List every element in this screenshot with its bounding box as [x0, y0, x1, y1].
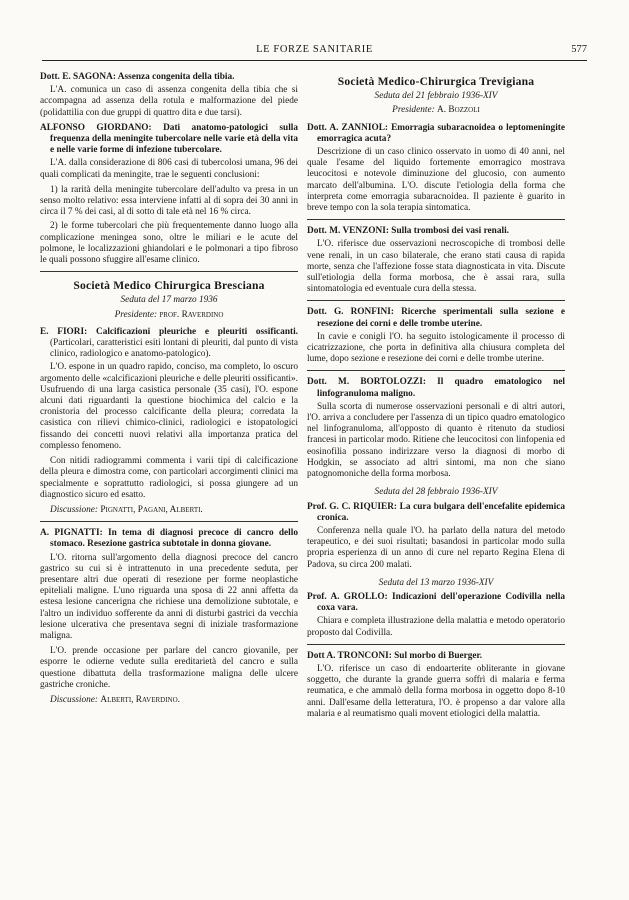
entry-body: L'A. dalla considerazione di 806 casi di tubercolosi umana, 96 dei quali complicati da meningite, trae le seguenti conclusioni:	[40, 158, 298, 180]
right-column	[307, 72, 565, 724]
entry-title: Emorragia subaracnoidea o leptomeningite emorragica acuta?	[317, 122, 565, 144]
president-line	[40, 310, 298, 321]
discussion-line	[40, 505, 298, 516]
entry-heading	[40, 327, 298, 361]
divider	[307, 219, 565, 220]
entry-title: In tema di diagnosi precoce di cancro dello stomaco. Resezione gastrica subtotale in donna giovane.	[50, 528, 298, 550]
entry-fiori	[40, 327, 298, 516]
entry-grollo	[307, 592, 565, 639]
entry-body: Sulla scorta di numerose osservazioni personali e di altri autori, l'O. arriva a concludere per l'assenza di un tipico quadro ematologico nel linfogranuloma, all'opposto di quanto è ritenuto da studiosi francesi in particolar modo. Ritiene che leucocitosi con linfopenia ed eosinofilia possano indirizzare verso la diagnosi di morbo di Hodgkin, se associato ad altri sintomi, ma non che siano patognomoniche della forma morbosa.	[307, 401, 565, 480]
entry-heading	[307, 307, 565, 329]
author-name: Dott. E. SAGONA:	[40, 72, 116, 82]
page-number: 577	[571, 44, 587, 55]
entry-body: Chiara e completa illustrazione della malattia e metodo operatorio proposto dal Codivilla.	[307, 616, 565, 638]
entry-body: Descrizione di un caso clinico osservato in uomo di 40 anni, nel quale l'esame del liquido fortemente emorragico mostrava leucocitosi e notevole diminuzione del glucosio, con aumento marcato dell'albumina. L'O. discute l'etiologia della forma che interpreta come emorragia subaracnoidea. Il paziente è guarito in breve tempo con la sola terapia sintomatica.	[307, 147, 565, 214]
entry-title: Calcificazioni pleuriche e pleuriti ossificanti.	[95, 326, 299, 337]
session-date: Seduta del 13 marzo 1936-XIV	[378, 577, 494, 588]
session-date: Seduta del 28 febbraio 1936-XIV	[374, 487, 498, 498]
author-name: Dott. G. RONFINI:	[307, 307, 394, 318]
entry-heading	[307, 592, 565, 614]
divider	[40, 271, 298, 272]
left-column	[40, 72, 298, 710]
entry-body: In cavie e conigli l'O. ha seguito istologicamente il processo di cicatrizzazione, che porta in definitiva alla chiusura completa del lume, dopo sezione e resezione dei corni e delle trombe uterine.	[307, 331, 565, 365]
entry-title: Assenza congenita della tibia.	[117, 72, 235, 82]
entry-subtitle: (Particolari, caratteristici esiti lontani di pleuriti, dal punto di vista clinico, radiologico e anatomo-patologico).	[50, 338, 298, 360]
entry-title: Sulla trombosi dei vasi renali.	[391, 226, 509, 237]
discussion-names: Alberti, Raverdino.	[100, 694, 180, 705]
entry-giordano	[40, 123, 298, 266]
divider	[40, 521, 298, 522]
entry-heading	[307, 226, 565, 237]
discussion-label: Discussione:	[50, 504, 99, 515]
author-name: Prof. G. C. RIQUIER:	[307, 501, 398, 512]
entry-body: L'A. comunica un caso di assenza congenita della tibia che si accompagna ad assenza della rotula e malformazione del piede (polidattilia con due gruppi di quattro dita e due tarsi).	[40, 85, 298, 118]
author-name: Dott. M. BORTOLOZZI:	[307, 377, 426, 388]
entry-heading	[307, 651, 565, 662]
entry-body: L'O. espone in un quadro rapido, conciso, ma completo, lo oscuro argomento delle «calcificazioni pleuriche e delle pleuriti ossificanti». Usufruendo di una larga casistica personale (35 casi), l'O. espone alcuni dati riguardanti la questione biochimica del calcio e la cronistoria del processo calcificante della pleura; corredata la casistica con rilievi chimico-clinici, radiologici e istopatologici fissando dei concetti nuovi relativi alla importanza pratica del complesso fenomeno.	[40, 362, 298, 451]
entry-heading	[307, 377, 565, 399]
entry-zanniol	[307, 123, 565, 215]
entry-body: L'O. ritorna sull'argomento della diagnosi precoce del cancro gastrico su cui si è intrattenuto in una precedente seduta, per presentare altri due operati di resezione per forme neoplastiche epiteliali maligne. L'uno riguarda una sposa di 22 anni affetta da estesa lesione cancerigna che richiese una demolizione subtotale, e l'altro un individuo sofferente da anni di disturbi gastrici da vecchia lesione ulcerativa che presentava segni di iniziale trasformazione maligna.	[40, 552, 298, 641]
society-heading: Società Medico-Chirurgica Trevigiana	[337, 75, 535, 88]
conclusion-item: 2) le forme tubercolari che più frequentemente danno luogo alla complicazione meningea sono, oltre le miliari e le acute del polmone, le localizzazioni ghiandolari e le polmonari a tipo fibroso le quali possono sfuggire all'esame clinico.	[40, 221, 298, 266]
author-name: Dott. M. VENZONI:	[307, 226, 389, 237]
entry-heading	[40, 123, 298, 157]
conclusion-item: 1) la rarità della meningite tubercolare dell'adulto va presa in un senso molto relativo: essa interviene infatti al di sopra dei 30 anni in circa il 7 % dei casi, al di sotto di tale età nel 16 % circa.	[40, 184, 298, 218]
president-label: Presidente:	[392, 105, 435, 116]
entry-ronfini	[307, 307, 565, 365]
journal-title: LE FORZE SANITARIE	[256, 44, 373, 55]
entry-pignatti	[40, 528, 298, 706]
discussion-label: Discussione:	[50, 694, 99, 705]
entry-heading	[40, 72, 298, 83]
discussion-names: Pignatti, Pagani, Alberti.	[100, 504, 203, 515]
page-header	[42, 44, 587, 61]
divider	[307, 300, 565, 301]
society-heading: Società Medico Chirurgica Bresciana	[73, 279, 265, 293]
entry-venzoni	[307, 226, 565, 295]
entry-riquier	[307, 502, 565, 571]
discussion-line	[40, 695, 298, 706]
author-name: Prof. A. GROLLO:	[307, 591, 388, 602]
author-name: ALFONSO GIORDANO:	[40, 122, 152, 133]
entry-body: L'O. prende occasione per parlare del cancro giovanile, per esporre le odierne vedute sulla ereditarietà del cancro e sulla questione dibattuta della trasformazione maligna delle ulcere gastriche croniche.	[40, 646, 298, 690]
entry-bortolozzi	[307, 377, 565, 480]
president-line	[307, 105, 565, 116]
president-name: A. Bozzoli	[437, 105, 480, 116]
president-label: Presidente:	[114, 309, 158, 320]
entry-tronconi	[307, 651, 565, 720]
session-date: Seduta del 17 marzo 1936	[120, 295, 218, 306]
session-date: Seduta del 21 febbraio 1936-XIV	[374, 91, 498, 102]
entry-title: Indicazioni dell'operazione Codivilla nella coxa vara.	[317, 591, 565, 614]
divider	[307, 644, 565, 645]
president-name: prof. Raverdino	[159, 309, 224, 320]
author-name: E. FIORI:	[40, 326, 88, 337]
divider	[307, 370, 565, 371]
entry-title: Ricerche sperimentali sulla sezione e resezione dei corni e delle trombe uterine.	[317, 307, 566, 329]
entry-heading	[307, 502, 565, 524]
conclusions-list	[40, 185, 298, 266]
entry-title: Dati anatomo-patologici sulla frequenza della meningite tubercolare nelle varie età della vita e nelle varie forme di infezione tubercolare.	[50, 122, 299, 156]
entry-body: L'O. riferisce un caso di endoarterite obliterante in giovane soggetto, che durante la grande guerra soffrì di malaria e ferma reumatica, e che ammalò della forma morbosa in oggetto dopo 8-10 anni. Dall'esame della letteratura, l'O. è propenso a dar valore alla malaria e al reumatismo quali movent etiologici della malattia.	[307, 663, 565, 719]
entry-title: Sul morbo di Buerger.	[394, 650, 483, 661]
entry-body: Con nitidi radiogrammi commenta i varii tipi di calcificazione della pleura e dimostra come, con particolari accorgimenti clinici ma specialmente e soprattutto radiologici, si possa giungere ad un diagnostico sicuro ed esatto.	[40, 456, 298, 500]
entry-body: L'O. riferisce due osservazioni necroscopiche di trombosi delle vene renali, in un caso bilaterale, che erano stati causa di rapida morte, senza che l'affezione fosse stata diagnosticata in vita. Discute sull'etiologia della forma morbosa, che è assai rara, sulla sintomatologia ed eventuale cura della stessa.	[307, 239, 565, 295]
entry-heading	[40, 528, 298, 550]
entry-sagona	[40, 72, 298, 119]
author-name: Dott. A. ZANNIOL:	[307, 122, 389, 133]
author-name: A. PIGNATTI:	[40, 528, 103, 539]
entry-title: La cura bulgara dell'encefalite epidemica cronica.	[317, 501, 565, 523]
author-name: Dott A. TRONCONI:	[307, 650, 392, 661]
entry-body: Conferenza nella quale l'O. ha parlato della natura del metodo terapeutico, e dei suoi risultati; basandosi in particolar modo sulla propria esperienza di un anno di cure nel reparto Regina Elena di Padova, su circa 200 malati.	[307, 525, 565, 570]
entry-title: Il quadro ematologico nel linfogranuloma maligno.	[317, 377, 565, 399]
entry-heading	[307, 123, 565, 145]
